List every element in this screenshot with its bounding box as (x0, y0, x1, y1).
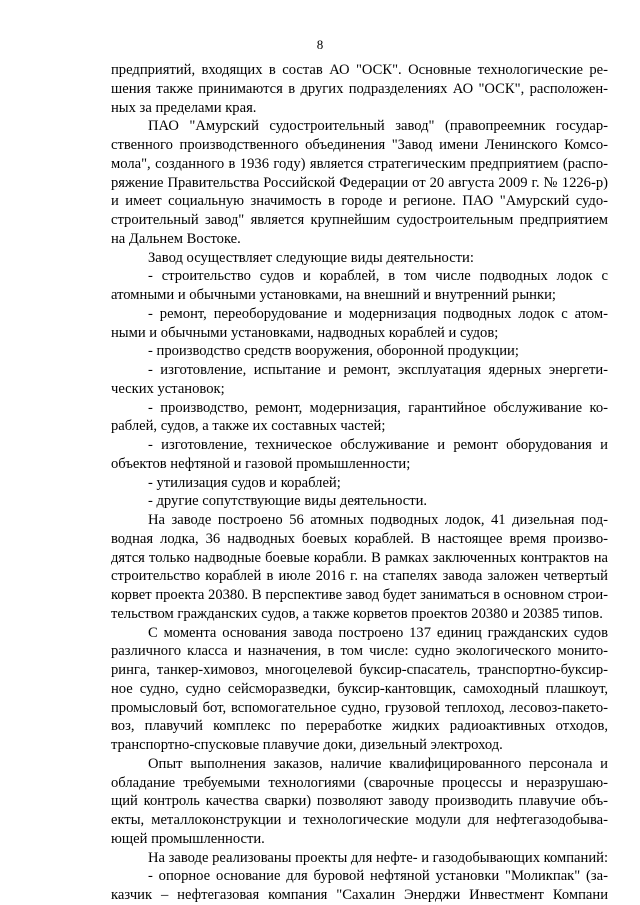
text-line: предприятий, входящих в состав АО "ОСК". Основные технологические ре- (111, 62, 608, 78)
text-line: щий контроль качества сварки) позволяют заводу производить плавучие объ- (111, 793, 608, 810)
text-line: - производство средств вооружения, оборонной продукции; (148, 343, 519, 360)
text-line: мола", созданного в 1936 году) является стратегическим предприятием (распо- (111, 155, 608, 172)
page-number: 8 (316, 37, 324, 52)
text-line: - другие сопутствующие виды деятельности. (148, 493, 428, 510)
text-line: транспортно-спусковые плавучие доки, дизельный электроход. (111, 737, 503, 753)
text-line: Опыт выполнения заказов, наличие квалифицированного персонала и (148, 755, 608, 772)
text-line: промысловый бот, вспомогательное судно, грузовой теплоход, лесовоз-пакето- (111, 699, 608, 716)
text-line: - утилизация судов и кораблей; (148, 474, 341, 491)
text-line: ряжение Правительства Российской Федерации от 20 августа 2009 г. № 1226-р) (111, 174, 608, 191)
text-line: различного класса и назначения, в том числе: судно экологического монито- (111, 643, 608, 660)
text-line: екты, металлоконструкции и технологические модули для нефтегазодобыва- (111, 812, 608, 828)
text-line: обладание требуемыми технологиями (сварочные процессы и неразрушаю- (111, 774, 608, 791)
text-line: ными и обычными установками, надводных кораблей и судов; (111, 324, 499, 341)
text-line: - изготовление, испытание и ремонт, эксплуатация ядерных энергети- (148, 362, 608, 378)
text-line: воз, плавучий комплекс по переработке жидких радиоактивных отходов, (111, 718, 608, 735)
text-line: На заводе построено 56 атомных подводных лодок, 41 дизельная под- (148, 512, 608, 528)
text-line: ПАО "Амурский судостроительный завод" (правопреемник государ- (148, 118, 608, 135)
text-line: - изготовление, техническое обслуживание и ремонт оборудования и (148, 437, 608, 453)
text-line: объектов нефтяной и газовой промышленности; (111, 455, 411, 472)
text-line: корвет проекта 20380. В перспективе завод будет заниматься в основном строи- (111, 587, 608, 603)
text-line: атомными и обычными установками, на внешний и внутренний рынки; (111, 287, 556, 303)
text-line: - строительство судов и кораблей, в том числе подводных лодок с (148, 268, 608, 285)
text-line: ственного производственного объединения "Завод имени Ленинского Комсо- (111, 137, 608, 153)
text-line: ное судно, судно сейсморазведки, буксир-кантовщик, самоходный плашкоут, (111, 680, 608, 697)
text-line: ринга, танкер-химовоз, многоцелевой буксир-спасатель, транспортно-буксир- (111, 662, 608, 678)
text-line: ческих установок; (111, 380, 225, 397)
text-line: строительство кораблей в июле 2016 г. на стапелях завода заложен четвертый (111, 568, 608, 585)
text-line: тельством гражданских судов, а также корветов проектов 20380 и 20385 типов. (111, 605, 603, 622)
text-line: раблей, судов, а также их составных частей; (111, 418, 386, 435)
text-line: С момента основания завода построено 137 единиц гражданских судов (148, 624, 608, 641)
document-body (111, 61, 608, 905)
text-line: На заводе реализованы проекты для нефте- и газодобывающих компаний: (148, 849, 609, 866)
text-line: и имеет социальную значимость в городе и регионе. ПАО "Амурский судо- (111, 193, 608, 210)
text-line: казчик – нефтегазовая компания "Сахалин Энерджи Инвестмент Компани (111, 887, 608, 903)
text-line: - ремонт, переоборудование и модернизация подводных лодок с атом- (148, 305, 608, 322)
text-line: - производство, ремонт, модернизация, гарантийное обслуживание ко- (148, 399, 608, 416)
text-line: - опорное основание для буровой нефтяной установки "Моликпак" (за- (148, 868, 608, 885)
text-line: строительный завод" является крупнейшим судостроительным предприятием (111, 212, 608, 228)
text-line: дятся только надводные боевые корабли. В рамках заключенных контрактов на (111, 549, 608, 566)
text-line: на Дальнем Востоке. (111, 230, 241, 247)
text-line: ющей промышленности. (111, 830, 265, 847)
text-line: водная лодка, 36 надводных боевых кораблей. В настоящее время произво- (111, 530, 608, 547)
text-line: шения также принимаются в других подразделениях АО "ОСК", расположен- (111, 80, 608, 97)
text-line: Завод осуществляет следующие виды деятельности: (148, 249, 474, 266)
text-line: ных за пределами края. (111, 99, 257, 116)
